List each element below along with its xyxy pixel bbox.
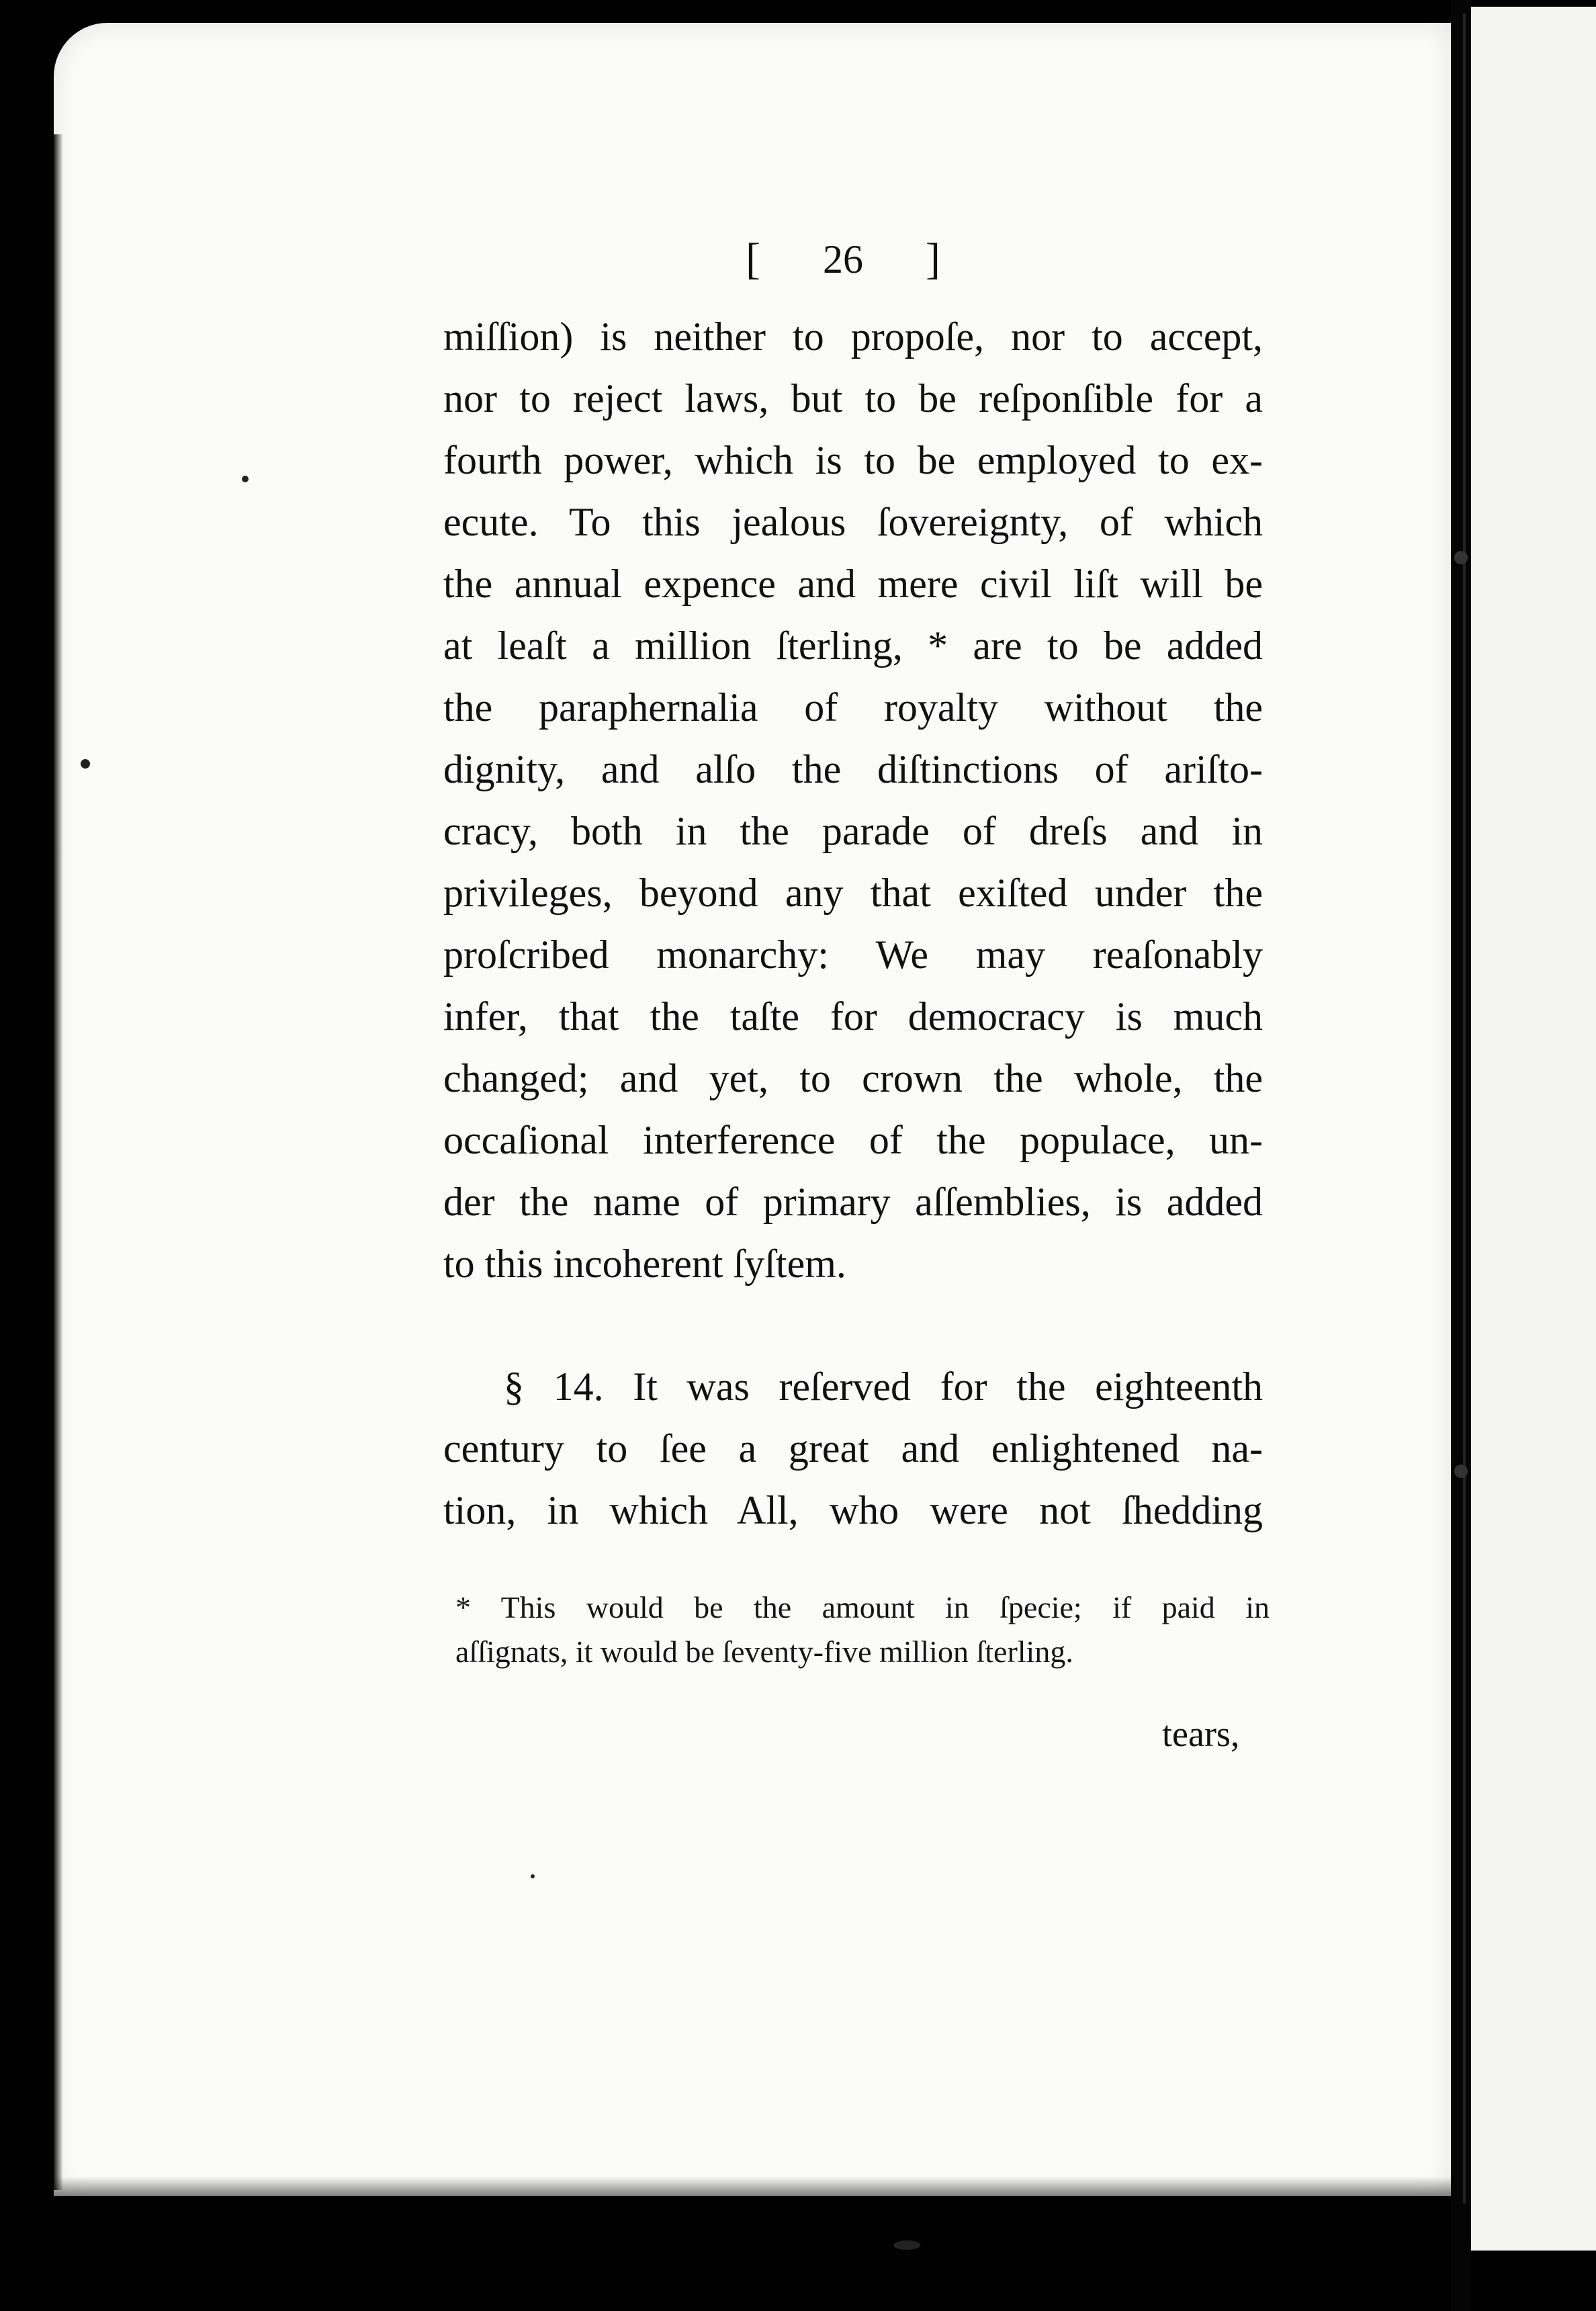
page-header [746,234,940,285]
text-line: cracy, both in the parade of dreſs and in [443,809,1263,853]
text-line: occaſional interference of the populace, un- [443,1118,1263,1162]
text-line: tion, in which All, who were not ſhedding [443,1488,1263,1532]
section-heading-line: § 14. It was reſerved for the eighteenth [504,1364,1263,1409]
text-line: at leaſt a million ſterling, * are to be added [443,623,1263,668]
text-line: to this incoherent ſyſtem. [443,1241,846,1286]
binding-line [1463,13,1466,2204]
header-bracket-close: ] [926,234,940,284]
scan-speck [893,2240,920,2250]
scan-speck [1454,1465,1468,1478]
page-bottom-shadow [54,2177,1451,2199]
text-line: proſcribed monarchy: We may reaſonably [443,932,1263,977]
page-gutter [1451,0,1471,2311]
text-line: fourth power, which is to be employed to ex- [443,438,1263,482]
text-line: privileges, beyond any that exiſted under the [443,871,1263,915]
text-line: miſſion) is neither to propoſe, nor to accept, [443,314,1263,359]
scan-speck [1454,551,1468,564]
text-line: dignity, and alſo the diſtinctions of ariſto- [443,747,1263,791]
body-paragraph-1 [443,306,1263,1295]
scan-speck [242,476,249,482]
header-bracket-open: [ [746,234,760,284]
text-line: the annual expence and mere civil liſt will be [443,562,1263,606]
text-line: the paraphernalia of royalty without the [443,685,1263,730]
catchword: tears, [1162,1714,1240,1754]
adjacent-page-edge [1471,7,1596,2251]
text-line: changed; and yet, to crown the whole, the [443,1056,1263,1100]
text-line: century to ſee a great and enlightened na- [443,1426,1263,1471]
scan-speck [531,1874,535,1878]
footnote-line: * This would be the amount in ſpecie; if paid in [455,1590,1270,1624]
text-line: ecute. To this jealous ſovereignty, of which [443,500,1263,544]
scan-speck [81,759,90,769]
body-paragraph-2 [443,1356,1263,1541]
text-line: nor to reject laws, but to be reſponſible for a [443,376,1263,421]
page-left-edge-shadow [54,134,63,2190]
page-number: 26 [823,237,863,281]
footnote-line: aſſignats, it would be ſeventy-five million ſterling. [455,1634,1073,1669]
footnote [455,1585,1270,1674]
text-line: der the name of primary aſſemblies, is added [443,1180,1263,1224]
text-line: infer, that the taſte for democracy is much [443,994,1263,1039]
